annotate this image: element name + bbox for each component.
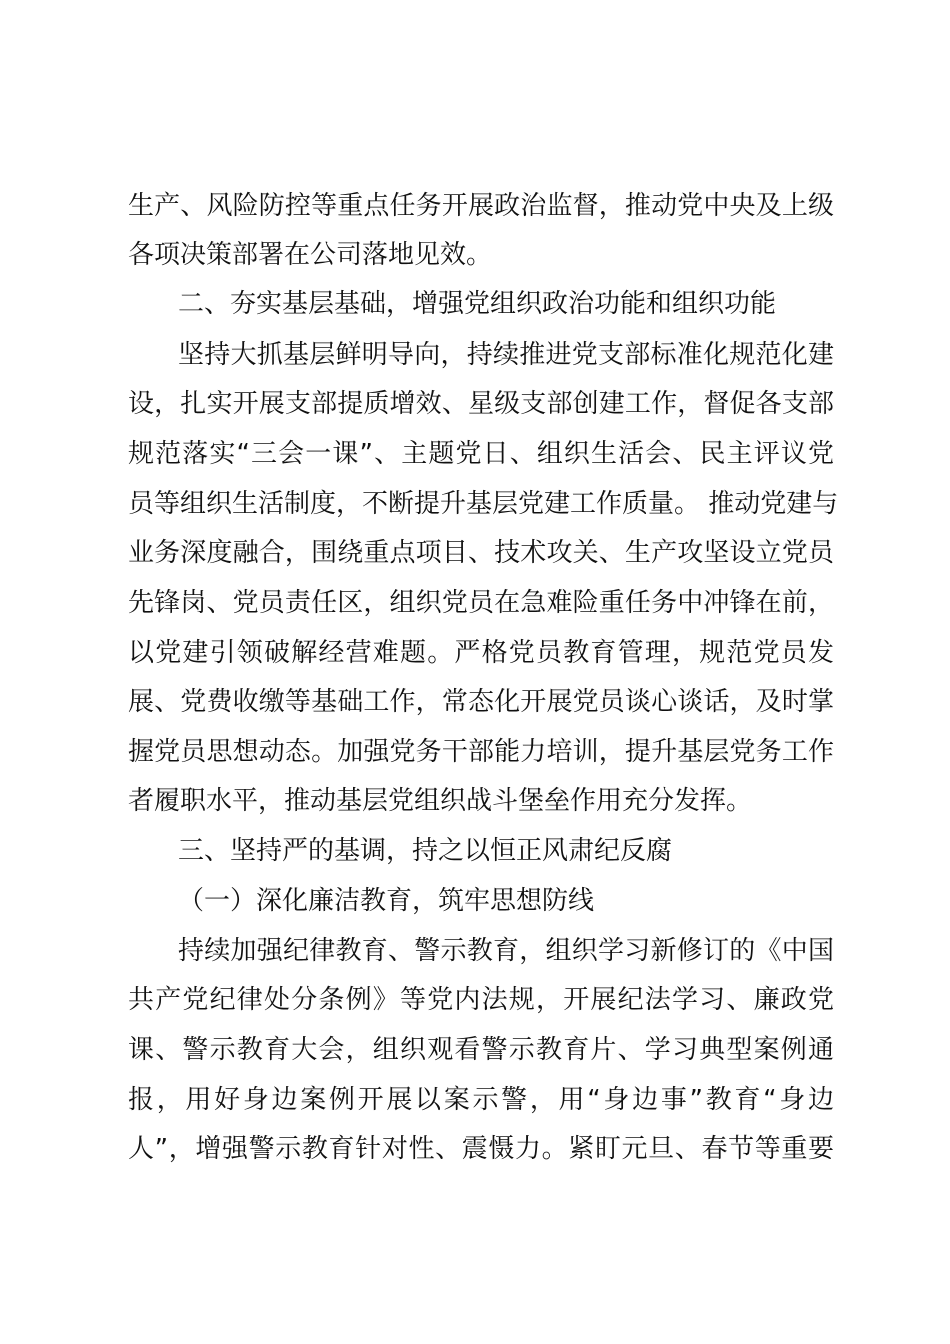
text-line: 坚持大抓基层鲜明导向，持续推进党支部标准化规范化建 [178, 340, 834, 370]
text-line: 共产党纪律处分条例》等党内法规，开展纪法学习、廉政党 [128, 985, 834, 1015]
text-line: 课、警示教育大会，组织观看警示教育片、学习典型案例通 [128, 1035, 834, 1065]
subsection-heading: （一）深化廉洁教育，筑牢思想防线 [178, 886, 595, 916]
text-line: 者履职水平，推动基层党组织战斗堡垒作用充分发挥。 [128, 786, 753, 816]
text-line: 先锋岗、党员责任区，组织党员在急难险重任务中冲锋在前， [128, 588, 834, 618]
text-line: 报，用好身边案例开展以案示警，用“身边事”教育“身边 [128, 1085, 834, 1115]
text-line: 以党建引领破解经营难题。严格党员教育管理，规范党员发 [128, 638, 834, 668]
text-line: 业务深度融合，围绕重点项目、技术攻关、生产攻坚设立党员 [128, 538, 834, 568]
text-line: 各项决策部署在公司落地见效。 [128, 240, 493, 270]
text-line: 持续加强纪律教育、警示教育，组织学习新修订的《中国 [178, 936, 834, 966]
text-line: 员等组织生活制度，不断提升基层党建工作质量。 推动党建与 [128, 489, 839, 519]
text-line: 人”，增强警示教育针对性、震慑力。紧盯元旦、春节等重要 [128, 1134, 834, 1164]
section-heading: 二、夯实基层基础，增强党组织政治功能和组织功能 [178, 289, 777, 319]
text-line: 规范落实“三会一课”、主题党日、组织生活会、民主评议党 [128, 439, 834, 469]
section-heading: 三、坚持严的基调，持之以恒正风肃纪反腐 [178, 836, 673, 866]
text-line: 生产、风险防控等重点任务开展政治监督，推动党中央及上级 [128, 191, 834, 221]
text-line: 展、党费收缴等基础工作，常态化开展党员谈心谈话，及时掌 [128, 687, 834, 717]
text-line: 握党员思想动态。加强党务干部能力培训，提升基层党务工作 [128, 737, 834, 767]
text-line: 设，扎实开展支部提质增效、星级支部创建工作，督促各支部 [128, 389, 834, 419]
